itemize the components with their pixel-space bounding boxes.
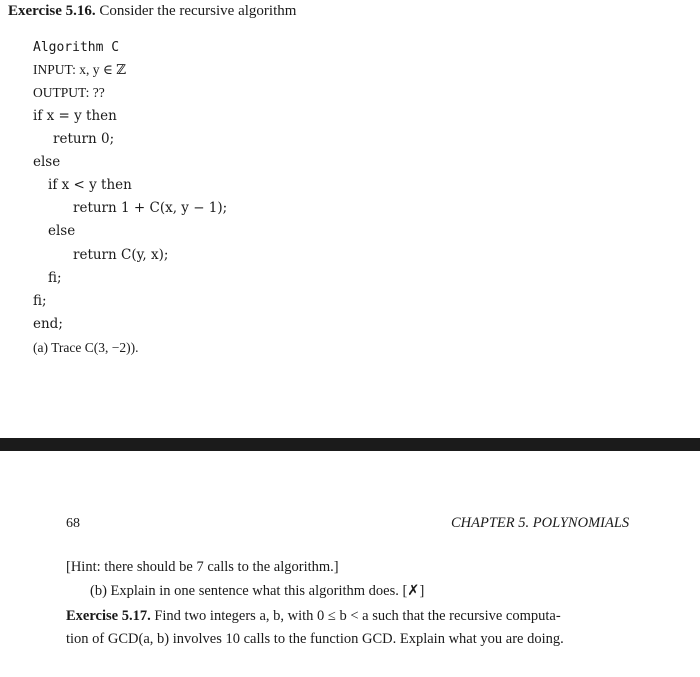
- code-line-else-inner: else: [48, 223, 76, 239]
- code-line-fi-outer: fi;: [33, 293, 47, 309]
- exercise-5-17-line-2: tion of GCD(a, b) involves 10 calls to the function GCD. Explain what you are doing.: [66, 631, 564, 647]
- exercise-5-17-label: Exercise 5.17.: [66, 608, 151, 624]
- code-line-else-outer: else: [33, 154, 61, 170]
- code-line-return-recursive-2: return C(y, x);: [73, 247, 169, 263]
- algorithm-name: Algorithm C: [33, 40, 120, 55]
- exercise-5-17-line-1: [66, 608, 561, 625]
- exercise-5-16-text: Consider the recursive algorithm: [99, 3, 297, 19]
- exercise-5-16-header: [8, 3, 296, 20]
- code-line-if-equal: if x = y then: [33, 108, 117, 124]
- code-line-return-recursive-1: return 1 + C(x, y − 1);: [73, 200, 228, 216]
- chapter-header: CHAPTER 5. POLYNOMIALS: [451, 515, 630, 531]
- page-number: 68: [66, 516, 80, 531]
- algorithm-input: INPUT: x, y ∈ ℤ: [33, 62, 127, 77]
- part-a-question: (a) Trace C(3, −2)).: [33, 340, 139, 355]
- algorithm-output: OUTPUT: ??: [33, 85, 105, 100]
- code-line-fi-inner: fi;: [48, 270, 62, 286]
- exercise-5-16-label: Exercise 5.16.: [8, 3, 96, 19]
- hint-text: [Hint: there should be 7 calls to the algorithm.]: [66, 559, 339, 575]
- code-line-return-zero: return 0;: [53, 131, 115, 147]
- part-b-question: (b) Explain in one sentence what this algorithm does. [✗]: [90, 583, 425, 599]
- page-divider: [0, 438, 700, 451]
- code-line-if-less: if x < y then: [48, 177, 132, 193]
- exercise-5-17-text-1: Find two integers a, b, with 0 ≤ b < a such that the recursive computa-: [154, 608, 561, 624]
- code-line-end: end;: [33, 316, 63, 332]
